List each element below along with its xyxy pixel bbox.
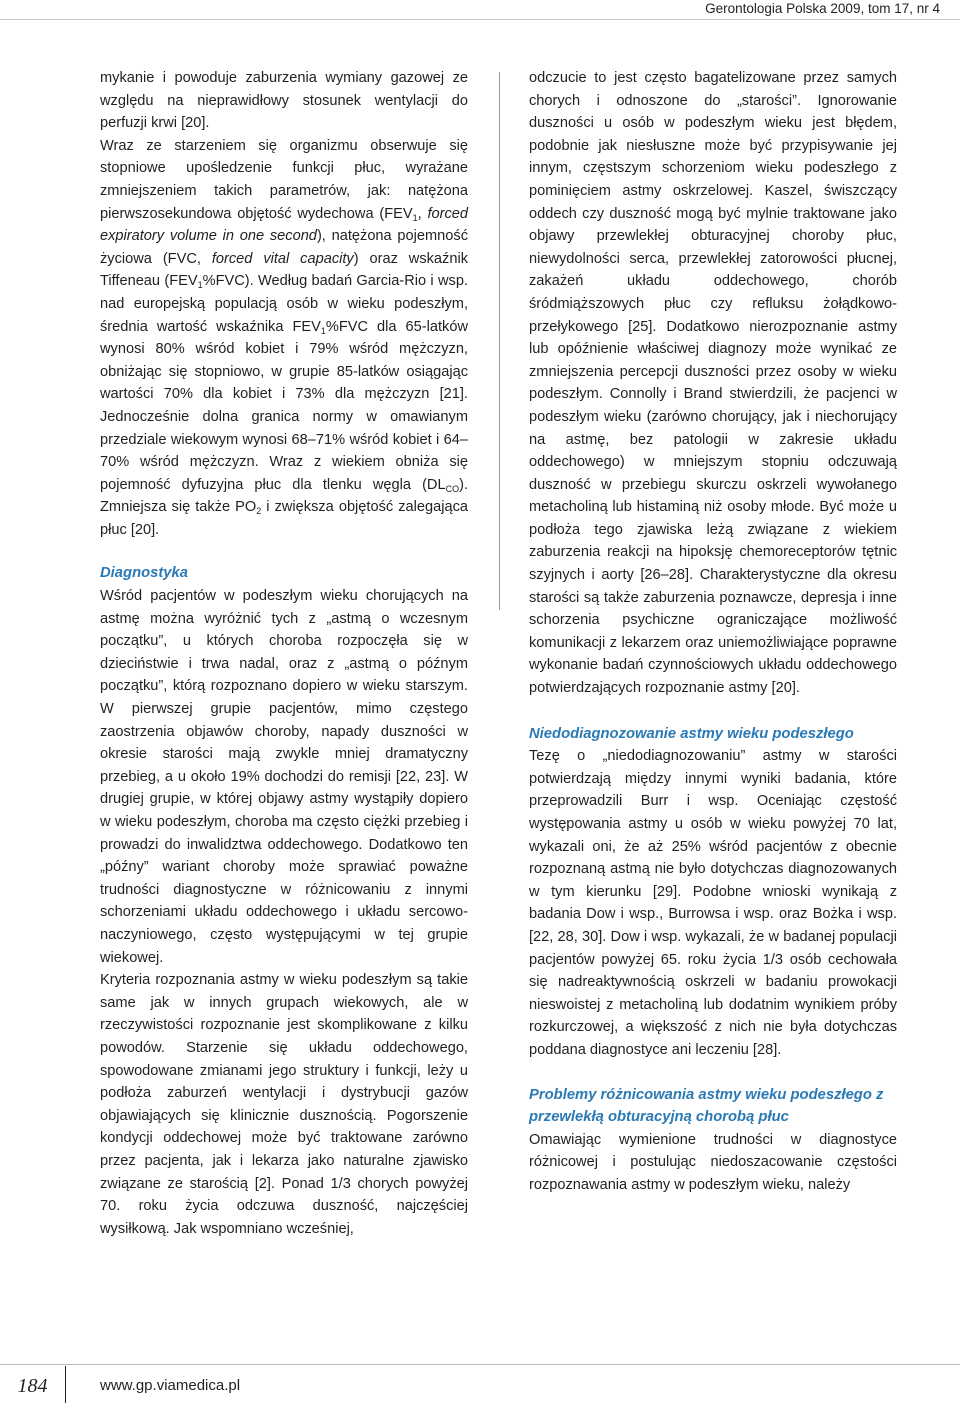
footer-divider [0,1364,960,1365]
website-link[interactable]: www.gp.viamedica.pl [100,1377,241,1394]
paragraph: odczucie to jest często bagatelizowane przez samych chorych i odnoszone do „starości”. Ignorowanie duszności u osób w podeszłym wieku jest błędem, podobnie jak niesłuszne może być przypisywanie jej innym, częstszym schorzeniom wieku podeszłego z pominięciem astmy oskrzelowej. Kaszel, świszczący oddech czy duszność mogą być mylnie traktowane jako objawy przewlekłej obturacyjnej choroby płuc, niewydolności serca, przewlekłej zatorowości płucnej, zakażeń układu oddechowego, chorób śródmiąższowych płuc czy refluksu żołądkowo-przełykowego [25]. Dodatkowo nierozpoznanie astmy lub opóźnienie właściwej diagnozy może wynikać ze zmniejszenia percepcji duszności przez osoby w wieku podeszłym. Connolly i Brand stwierdzili, że pacjenci w podeszłym wieku (zarówno chorujący, jak i niechorujący na astmę, bez patologii w zakresie układu oddechowego) w mniejszym stopniu odczuwają duszność w przebiegu skurczu oskrzeli wywołanego metacholiną lub histaminą niż osoby młode. Być może u podłoża tego zjawiska leżą związane z wiekiem zaburzenia reakcji na hipoksję chemoreceptorów tętnic szyjnych i aorty [26–28]. Charakterystyczne dla okresu starości są także zaburzenia poznawcze, depresja i inne schorzenia psychiczne ograniczające możliwość komunikacji z lekarzem oraz uniemożliwiające poprawne wykonanie badań czynnościowych układu oddechowego potwierdzających rozpoznanie astmy [20]. [529,70,897,697]
left-column [100,67,468,1240]
section-heading-niedodiagnozowanie: Niedodiagnozowanie astmy wieku podeszłego [529,725,854,742]
running-header [0,0,960,20]
right-column [529,67,897,1197]
column-divider [499,72,500,610]
journal-issue-title: Gerontologia Polska 2009, tom 17, nr 4 [705,1,940,16]
section-heading-problemy: Problemy różnicowania astmy wieku podeszłego z przewlekłą obturacyjną chorobą płuc [529,1086,884,1126]
section-heading-diagnostyka: Diagnostyka [100,565,188,582]
paragraph: Wśród pacjentów w podeszłym wieku chorujących na astmę można wyróżnić tych z „astmą o wczesnym początku”, u których choroba rozpoczęła się w dzieciństwie i trwa nadal, oraz z „astmą o późnym początku”, którą rozpoznano dopiero w wieku starszym. W pierwszej grupie pacjentów, mimo częstego zaostrzenia objawów choroby, napady duszności w okresie starości mają zwykle mniej dramatyczny przebieg, a u około 19% dochodzi do remisji [22, 23]. W drugiej grupie, w której objawy astmy wystąpiły dopiero w wieku podeszłym, choroba ma często ciężki przebieg i prowadzi do inwalidztwa oddechowego. Dodatkowo ten „późny” wariant choroby może sprawiać poważne trudności diagnostyczne w różnicowaniu z innymi schorzeniami układu oddechowego i układu sercowo-naczyniowego, często występującymi w tej grupie wiekowej. [100,588,468,966]
paragraph: Omawiając wymienione trudności w diagnostyce różnicowej i postulując niedoszacowanie częstości rozpoznawania astmy w podeszłym wieku, należy [529,1131,897,1193]
paragraph-lung-function: Wraz ze starzeniem się organizmu obserwuje się stopniowe upośledzenie funkcji płuc, wyrażane zmniejszeniem takich parametrów, jak: natężona pierwszosekundowa objętość wydechowa ($FEV_1$, forced expiratory volume in one second), natężona pojemność życiowa (FVC, forced vital capacity) oraz wskaźnik Tiffeneau $(FEV_1\%FVC)$. Według badań Garcia-Rio i wsp. nad europejską populacją osób w wieku podeszłym, średnia wartość wskaźnika $FEV_1\%FVC$ dla 65-latków wynosi 80% wśród kobiet i 79% wśród mężczyzn, obniżając się stopniowo, w grupie 85-latków osiągając wartości 70% dla kobiet i 73% dla mężczyzn [21]. Jednocześnie dolna granica normy w omawianym przedziale wiekowym wynosi 68–71% wśród kobiet i 64–70% wśród mężczyzn. Wraz z wiekiem obniża się pojemność dyfuzyjna płuc dla tlenku węgla $(DL_{CO})$. Zmniejsza się także $PO_2$ i zwiększa objętość zalegająca płuc [20]. [100,137,468,538]
paragraph: Tezę o „niedodiagnozowaniu” astmy w starości potwierdzają między innymi wyniki badania, które przeprowadzili Burr i wsp. Oceniając częstość występowania astmy u osób w wieku powyżej 70 lat, wykazali oni, że aż 25% wśród pacjentów z obecnie rozpoznaną astmą nie było dotychczas diagnozowanych w tym kierunku [29]. Podobne wnioski wynikają z badania Dow i wsp., Burrowsa i wsp. oraz Bożka i wsp. [22, 28, 30]. Dow i wsp. wykazali, że w badanej populacji pacjentów powyżej 65. roku życia 1/3 osób cechowała się nadreaktywnością oskrzeli w badaniu prowokacji nieswoistej z metacholiną lub dodatnim wynikiem próby rozkurczowej, a większość z nich nie była dotychczas poddana diagnostyce ani leczeniu [28]. [529,748,897,1058]
paragraph: Kryteria rozpoznania astmy w wieku podeszłym są takie same jak w innych grupach wiekowych, ale w rzeczywistości rozpoznanie jest skomplikowane z kilku powodów. Starzenie się układu oddechowego, spowodowane zmianami jego struktury i funkcji, leży u podłoża zaburzeń wentylacji i dystrybucji gazów objawiających się klinicznie dusznością. Pogorszenie kondycji oddechowej może być traktowane zarówno przez pacjenta, jak i lekarza jako naturalne zjawisko związane ze starością [2]. Ponad 1/3 chorych powyżej 70. roku życia odczuwa duszność, najczęściej wysiłkową. Jak wspomniano wcześniej, [100,972,468,1237]
page-number: 184 [0,1366,66,1403]
paragraph: mykanie i powoduje zaburzenia wymiany gazowej ze względu na nieprawidłowy stosunek wentylacji do perfuzji krwi [20]. [100,70,468,132]
